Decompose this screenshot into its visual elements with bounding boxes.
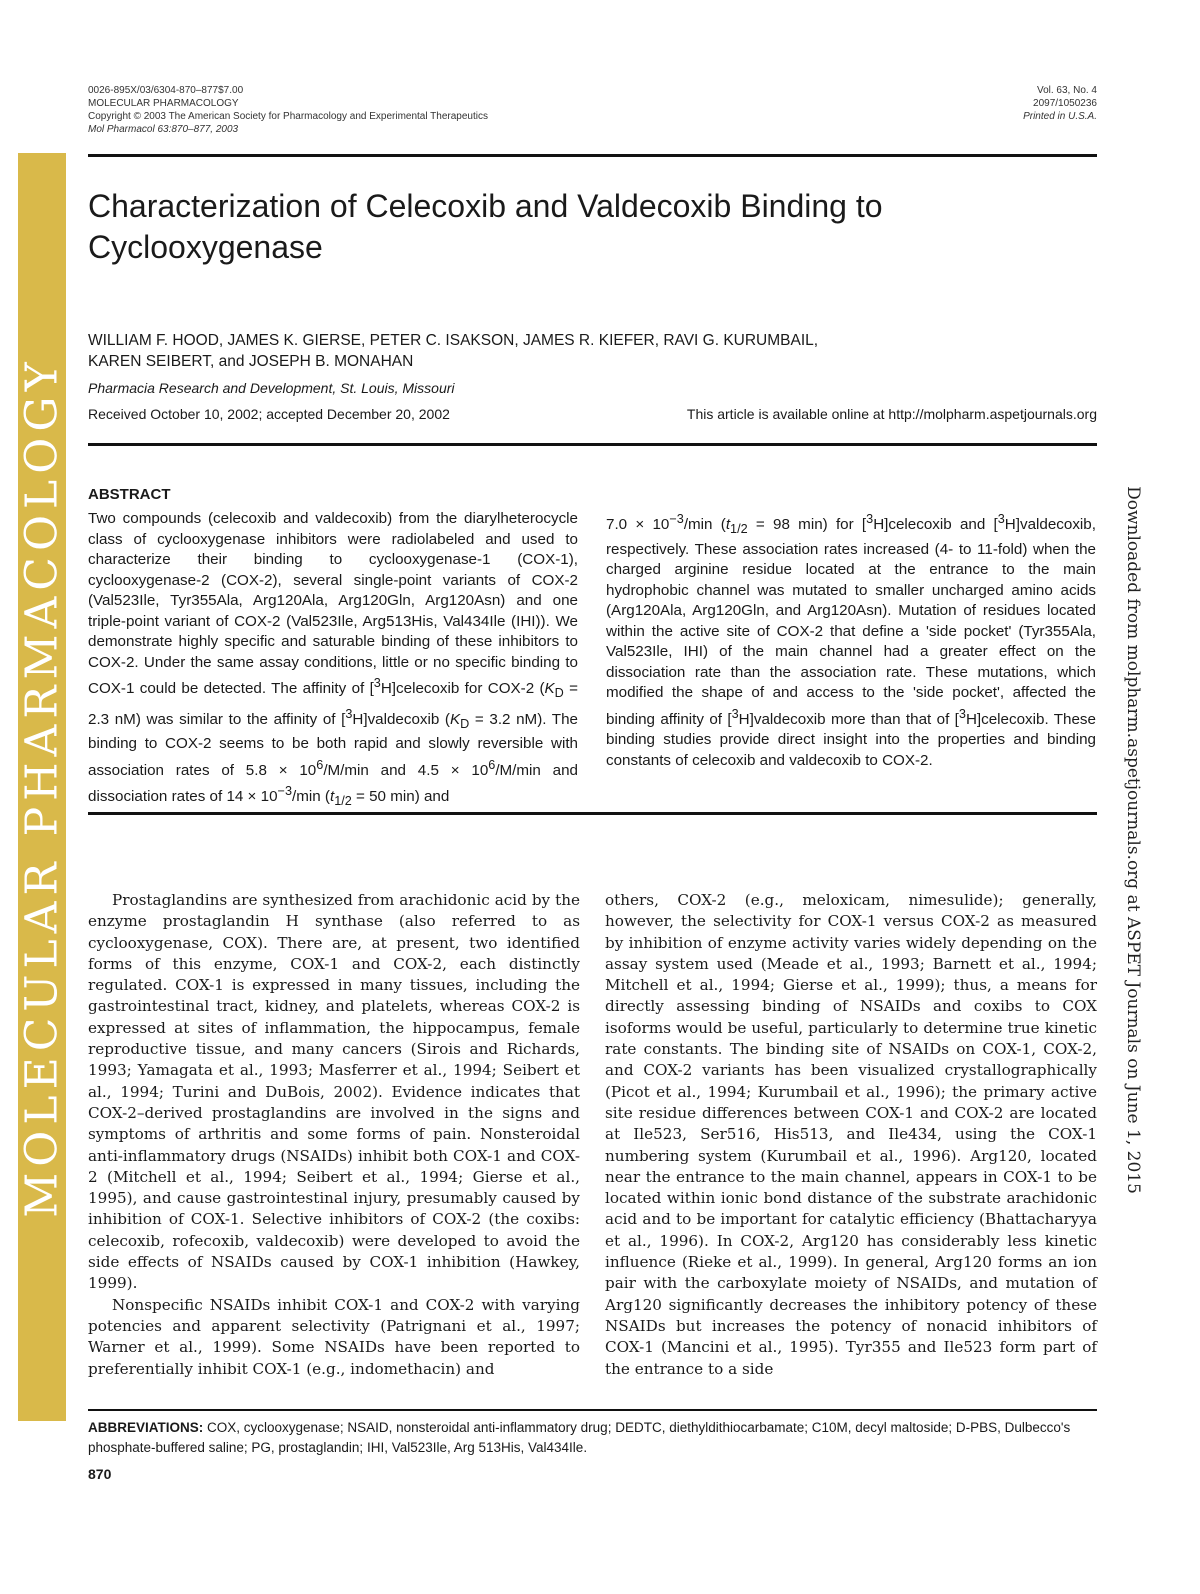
- superscript: −3: [277, 784, 292, 799]
- half-life-symbol: t: [725, 516, 731, 534]
- journal-sidebar-band: [18, 153, 66, 1421]
- title-line-2: Cyclooxygenase: [88, 229, 323, 265]
- superscript: 6: [316, 757, 324, 772]
- superscript: 3: [345, 706, 353, 721]
- superscript: 3: [731, 706, 739, 721]
- abstract-text: = 50 min) and: [351, 788, 450, 806]
- page-number: 870: [88, 1466, 112, 1482]
- superscript: 3: [997, 512, 1005, 526]
- journal-name: MOLECULAR PHARMACOLOGY: [88, 98, 239, 109]
- abstract-heading: ABSTRACT: [88, 486, 171, 503]
- printed-line: Printed in U.S.A.: [1023, 111, 1097, 122]
- abstract-text: Two compounds (celecoxib and valdecoxib) from the diarylheterocycle class of cyclooxygenase inhibitors were radiolabeled and used to characterize their binding to cyclooxygenase-1 (COX-1), cyclooxygenase-2 (COX-2), several single-point variants of COX-2 (Val523Ile, Tyr355Ala, Arg120Ala, Arg120Gln, Arg120Asn) and one triple-point variant of COX-2 (Val523Ile, Arg513His, Val434Ile (IHI)). We demonstrate highly specific and saturable binding of these inhibitors to COX-2. Under the same assay conditions, little or no specific binding to COX-1 could be detected. The affinity of [: [88, 510, 578, 698]
- abstract-text: /M/min and dissociation rates of 14 × 10: [88, 761, 579, 806]
- affiliation: Pharmacia Research and Development, St. Louis, Missouri: [88, 380, 455, 396]
- abstract-text: = 3.2 nM). The binding to COX-2 seems to be both rapid and slowly reversible with association rates of 5.8 × 10: [88, 710, 578, 779]
- subscript: 1/2: [730, 522, 748, 537]
- body-left-column: [88, 890, 580, 1380]
- superscript: 6: [488, 757, 496, 772]
- online-availability: This article is available online at http://molpharm.aspetjournals.org: [686, 406, 1097, 422]
- abbreviations-footnote: [88, 1418, 1098, 1458]
- header-right: [1023, 84, 1097, 123]
- copyright-line: Copyright © 2003 The American Society for Pharmacology and Experimental Therapeutics: [88, 111, 488, 122]
- abstract-text: H]valdecoxib, respectively. These association rates increased (4- to 11-fold) when the charged arginine residue located at the entrance to the main hydrophobic channel was mutated to smaller uncharged amino acids (Arg120Ala, Arg120Gln, and Arg120Asn). Mutation of residues located within the active site of COX-2 that define a 'side pocket' (Tyr355Ala, Val523Ile, IHI) of the main channel had a greater effect on the dissociation rate than the association rate. These mutations, which modified the shape of and access to the 'side pocket', affected the binding affinity of [: [606, 516, 1096, 728]
- header-rule: [88, 154, 1097, 157]
- received-dates: Received October 10, 2002; accepted December 20, 2002: [88, 406, 450, 422]
- abstract-text: = 2.3 nM) was similar to the affinity of [: [88, 680, 579, 728]
- abbreviations-text: COX, cyclooxygenase; NSAID, nonsteroidal anti-inflammatory drug; DEDTC, diethyldithiocarbamate; C10M, decyl maltoside; D-PBS, Dulbecco's phosphate-buffered saline; PG, prostaglandin; IHI, Val523Ile, Arg 513His, Val434Ile.: [88, 1420, 1071, 1455]
- abstract-text: /min (: [291, 788, 330, 806]
- superscript: 3: [866, 512, 874, 526]
- subscript: D: [460, 716, 470, 731]
- abstract-text: = 98 min) for [: [747, 516, 867, 534]
- article-id: 2097/1050236: [1033, 98, 1097, 109]
- abstract-text: H]celecoxib for COX-2 (: [380, 680, 545, 698]
- abstract-text: H]celecoxib. These binding studies provide direct insight into the properties and binding constants of celecoxib and valdecoxib to COX-2.: [606, 710, 1096, 769]
- author-list: [88, 330, 1098, 372]
- superscript: 3: [373, 676, 381, 690]
- journal-vertical-title: MOLECULAR PHARMACOLOGY: [16, 356, 68, 1218]
- subscript: D: [554, 686, 564, 701]
- subscript: 1/2: [334, 794, 352, 809]
- authors-line-2: KAREN SEIBERT, and JOSEPH B. MONAHAN: [88, 353, 414, 370]
- abstract-text: 7.0 × 10: [606, 516, 670, 534]
- body-paragraph: Nonspecific NSAIDs inhibit COX-1 and COX-2 with varying potencies and apparent selectivity (Patrignani et al., 1997; Warner et al., 1999). Some NSAIDs have been reported to preferentially inhibit COX-1 (e.g., indomethacin) and: [88, 1295, 580, 1378]
- authors-line-1: WILLIAM F. HOOD, JAMES K. GIERSE, PETER C. ISAKSON, JAMES R. KIEFER, RAVI G. KURUMBAIL,: [88, 332, 819, 349]
- abstract-left-column: [88, 509, 578, 812]
- abstract-text: /min (: [683, 516, 726, 534]
- half-life-symbol: t: [329, 788, 335, 806]
- article-title: [88, 186, 1088, 268]
- download-watermark: Downloaded from molpharm.aspetjournals.org at ASPET Journals on June 1, 2015: [1123, 486, 1143, 1194]
- abstract-text: H]celecoxib and [: [873, 516, 998, 534]
- abstract-text: H]valdecoxib (: [352, 710, 450, 728]
- body-right-column: [605, 890, 1097, 1380]
- citation-line: Mol Pharmacol 63:870–877, 2003: [88, 124, 239, 135]
- header-left: [88, 84, 488, 136]
- body-paragraph: Prostaglandins are synthesized from arachidonic acid by the enzyme prostaglandin H synthase (also referred to as cyclooxygenase, COX). There are, at present, two identified forms of this enzyme, COX-1 and COX-2, each distinctly regulated. COX-1 is expressed in many tissues, including the gastrointestinal tract, kidney, and platelets, whereas COX-2 is expressed at sites of inflammation, the hippocampus, female reproductive tissue, and many cancers (Sirois and Richards, 1993; Yamagata et al., 1993; Masferrer et al., 1994; Seibert et al., 1994; Turini and DuBois, 2002). Evidence indicates that COX-2–derived prostaglandins are involved in the signs and symptoms of arthritis and some forms of pain. Nonsteroidal anti-inflammatory drugs (NSAIDs) inhibit both COX-1 and COX-2 (Mitchell et al., 1994; Seibert et al., 1994; Gierse et al., 1995), and cause gastrointestinal injury, presumably caused by inhibition of COX-1. Selective inhibitors of COX-2 (the coxibs: celecoxib, rofecoxib, valdecoxib) were developed to avoid the side effects of NSAIDs caused by COX-1 inhibition (Hawkey, 1999).: [88, 891, 580, 1293]
- body-paragraph-continued: others, COX-2 (e.g., meloxicam, nimesulide); generally, however, the selectivity for COX-1 versus COX-2 as measured by inhibition of enzyme activity varies widely depending on the assay system used (Meade et al., 1993; Barnett et al., 1994; Mitchell et al., 1994; Gierse et al., 1999); thus, a means for directly assessing binding of NSAIDs and coxibs to COX isoforms would be useful, particularly to determine true kinetic rate constants. The binding site of NSAIDs on COX-1, COX-2, and COX-2 variants has been visualized crystallographically (Picot et al., 1994; Kurumbail et al., 1996); the primary active site residue differences between COX-1 and COX-2 are located at Ile523, Ser516, His513, and Ile434, using the COX-1 numbering system (Kurumbail et al., 1996). Arg120, located near the entrance to the main channel, appears in COX-1 to be located within ionic bond distance of the substrate arachidonic acid and to be important for catalytic efficiency (Bhattacharyya et al., 1996). In COX-2, Arg120 has considerably less kinetic influence (Rieke et al., 1999). In general, Arg120 forms an ion pair with the carboxylate moiety of NSAIDs, and mutation of Arg120 significantly decreases the inhibitory potency of these NSAIDs but increases the potency of nonacid inhibitors of COX-1 (Mancini et al., 1995). Tyr355 and Ile523 form part of the entrance to a side: [605, 891, 1097, 1378]
- abstract-text: /M/min and 4.5 × 10: [323, 761, 489, 779]
- title-rule: [88, 443, 1097, 446]
- title-line-1: Characterization of Celecoxib and Valdecoxib Binding to: [88, 188, 883, 224]
- footer-rule: [88, 1409, 1097, 1411]
- abstract-text: H]valdecoxib more than that of [: [738, 710, 959, 728]
- issn-line: 0026-895X/03/6304-870–877$7.00: [88, 85, 244, 96]
- volume-line: Vol. 63, No. 4: [1036, 85, 1097, 96]
- abstract-rule: [88, 812, 1097, 815]
- abstract-right-column: [606, 509, 1096, 771]
- superscript: −3: [669, 512, 684, 526]
- kd-symbol: K: [544, 680, 555, 698]
- superscript: 3: [958, 706, 966, 721]
- abbreviations-label: ABBREVIATIONS:: [88, 1420, 204, 1435]
- kd-symbol: K: [450, 710, 461, 728]
